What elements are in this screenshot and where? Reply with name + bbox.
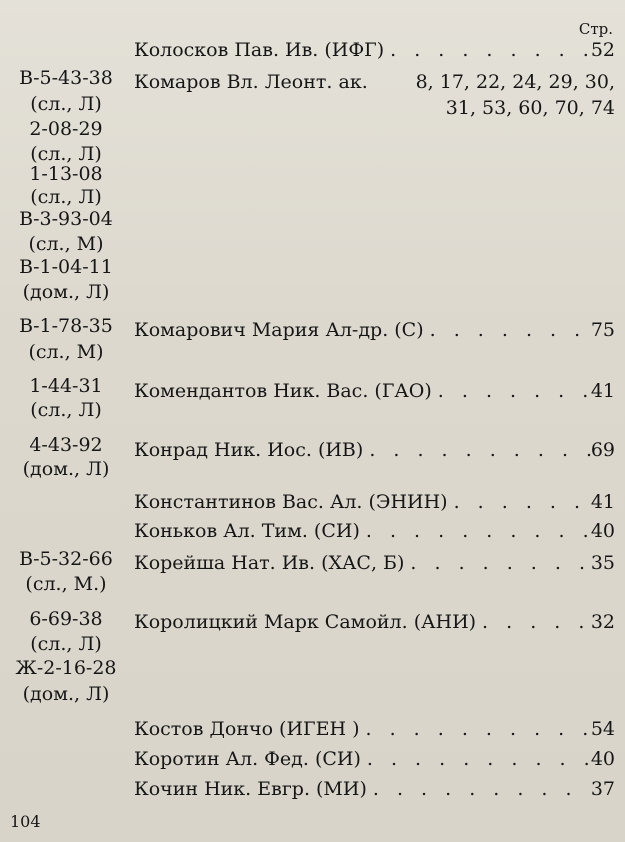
- leader-dots: [432, 378, 591, 404]
- entry-pages: 54: [590, 718, 615, 740]
- entry-pages: 52: [590, 39, 615, 61]
- entry-name: Конрад Ник. Иос. (ИВ): [134, 439, 364, 461]
- leader-dots: [360, 716, 591, 742]
- phone-note: (дом., Л): [22, 683, 110, 705]
- phone-note: (сл., Л): [30, 186, 102, 208]
- entry-name: Корейша Нат. Ив. (ХАС, Б): [134, 552, 405, 574]
- phone-note: (сл., М): [28, 233, 104, 255]
- entry-pages: 35: [590, 552, 615, 574]
- phone-note: (сл., Л): [30, 399, 102, 421]
- entry-name: Комарович Мария Ал-др. (С): [134, 319, 424, 341]
- directory-entry: [134, 550, 615, 576]
- phone-note: (сл., М): [28, 341, 104, 363]
- directory-entry: [134, 609, 615, 635]
- directory-entry: [134, 776, 615, 802]
- entry-name: Коротин Ал. Фед. (СИ): [134, 748, 361, 770]
- phone-number: В-3-93-04: [19, 208, 113, 230]
- phone-note: (сл., М.): [25, 573, 107, 595]
- directory-entry: [134, 37, 615, 63]
- entry-pages: 41: [590, 491, 615, 513]
- phone-number: 2-08-29: [29, 118, 103, 140]
- directory-entry: [134, 518, 615, 544]
- phone-number: В-5-32-66: [19, 548, 113, 570]
- entry-pages: 75: [590, 319, 615, 341]
- entry-pages: 31, 53, 60, 70, 74: [445, 97, 615, 119]
- directory-entry: [134, 378, 615, 404]
- phone-note: (сл., Л): [30, 143, 102, 165]
- entry-name: Кочин Ник. Евгр. (МИ): [134, 778, 367, 800]
- entry-name: Константинов Вас. Ал. (ЭНИН): [134, 491, 448, 513]
- entry-pages: 41: [590, 380, 615, 402]
- directory-entry: [134, 489, 615, 515]
- page-number: 104: [10, 812, 41, 831]
- directory-entry: [134, 437, 615, 463]
- entry-name: Костов Дончо (ИГЕН ): [134, 718, 360, 740]
- phone-number: В-5-43-38: [19, 67, 113, 89]
- phone-note: (сл., Л): [30, 633, 102, 655]
- entry-pages: 40: [590, 520, 615, 542]
- directory-entry: [134, 746, 615, 772]
- entry-pages: 69: [590, 439, 615, 461]
- entry-pages: 40: [590, 748, 615, 770]
- entry-name: Колосков Пав. Ив. (ИФГ): [134, 39, 385, 61]
- pages-column-header: Стр.: [578, 20, 613, 38]
- entry-pages: 32: [590, 611, 615, 633]
- phone-number: Ж-2-16-28: [15, 657, 117, 679]
- leader-dots: [424, 317, 591, 343]
- leader-dots: [367, 776, 591, 802]
- leader-dots: [476, 609, 591, 635]
- phone-number: 1-13-08: [29, 163, 103, 185]
- directory-entry: [134, 317, 615, 343]
- leader-dots: [448, 489, 591, 515]
- entry-pages: 37: [590, 778, 615, 800]
- phone-note: (дом., Л): [22, 281, 110, 303]
- entry-pages: 8, 17, 22, 24, 29, 30,: [415, 71, 615, 93]
- phone-number: В-1-04-11: [19, 256, 113, 278]
- directory-entry: [134, 716, 615, 742]
- entry-name: Коньков Ал. Тим. (СИ): [134, 520, 360, 542]
- leader-dots: [361, 746, 591, 772]
- phone-number: 1-44-31: [29, 375, 103, 397]
- leader-dots: [384, 37, 591, 63]
- entry-name: Комаров Вл. Леонт. ак.: [134, 71, 368, 93]
- leader-dots: [404, 550, 590, 576]
- phone-note: (дом., Л): [22, 458, 110, 480]
- entry-name: Комендантов Ник. Вас. (ГАО): [134, 380, 432, 402]
- phone-number: 4-43-92: [29, 434, 103, 456]
- phone-number: В-1-78-35: [19, 315, 113, 337]
- phone-note: (сл., Л): [30, 93, 102, 115]
- entry-name: Королицкий Марк Самойл. (АНИ): [134, 611, 477, 633]
- leader-dots: [360, 518, 591, 544]
- phone-number: 6-69-38: [29, 608, 103, 630]
- leader-dots: [363, 437, 591, 463]
